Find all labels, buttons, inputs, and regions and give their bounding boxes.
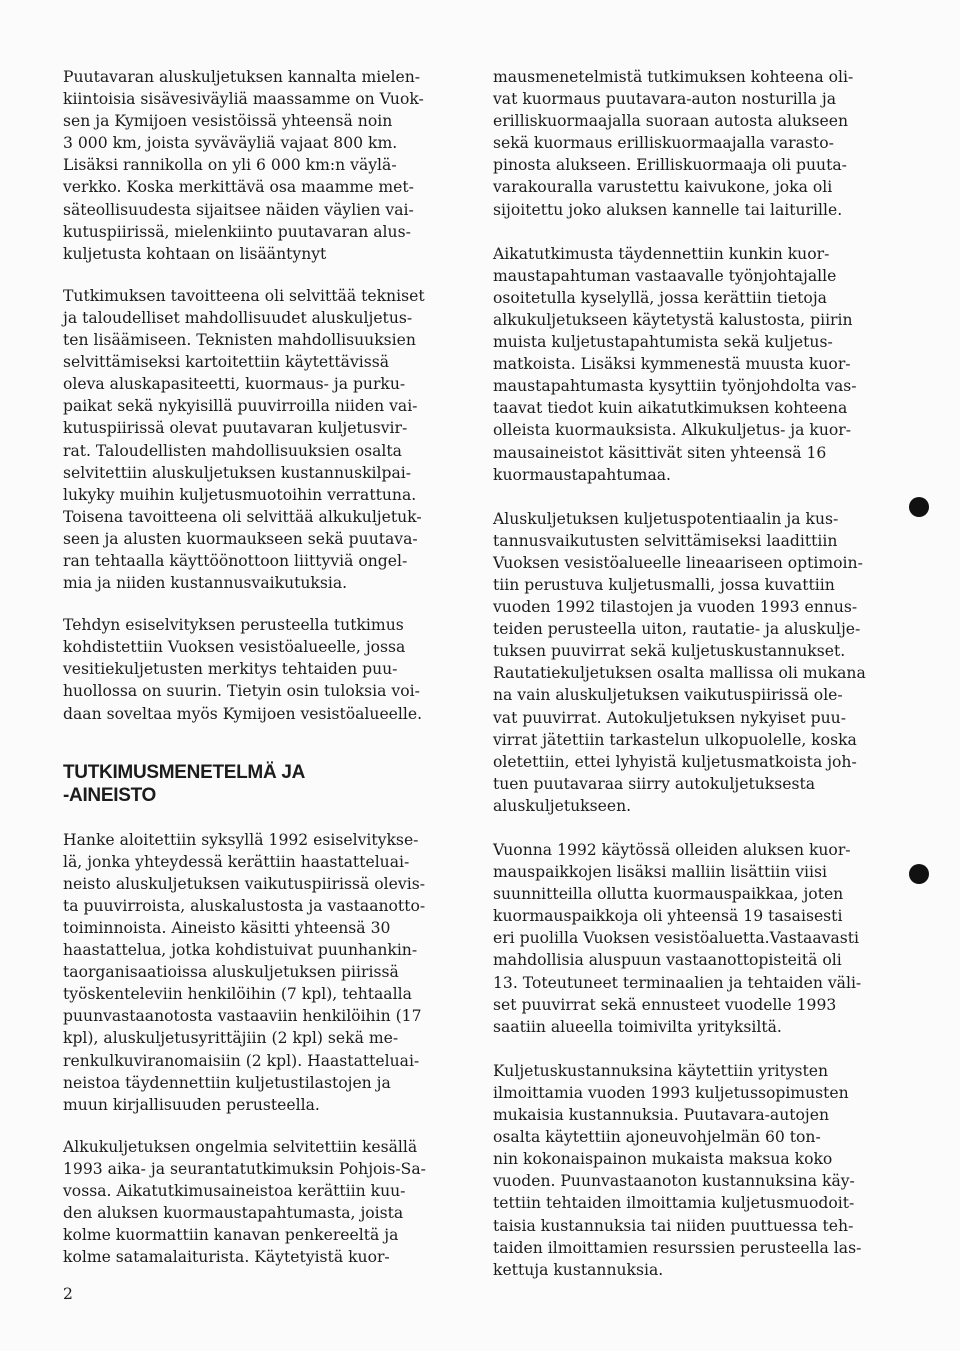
text-line: toiminnoista. Aineisto käsitti yhteensä 30 [63,919,391,937]
text-line: osalta käytettiin ajoneuvohjelmän 60 ton- [493,1128,821,1147]
text-line: mukaisia kustannuksia. Puutavara-autojen [493,1106,830,1125]
text-line: vat puuvirrat. Autokuljetuksen nykyiset puu- [493,708,846,727]
text-line: teiden perusteella uiton, rautatie- ja aluskulje- [493,620,861,639]
text-line: vat kuormaus puutavara-auton nosturilla ja [493,90,837,109]
text-line: vesitiekuljetusten merkitys tehtaiden puu- [63,660,398,679]
text-line: huollossa on suurin. Tietyin osin tuloksia voi- [63,682,420,701]
text-line: vuoden. Puunvastaanoton kustannuksina käy- [493,1172,855,1191]
text-line: renkulkuviranomaisiin (2 kpl). Haastatteluai- [63,1051,420,1070]
text-line: nin kokonaispainon mukaista maksua koko [493,1150,833,1169]
heading-line: -AINEISTO [63,784,157,806]
text-line: taisia kustannuksia tai niiden puuttuessa teh- [493,1216,854,1235]
text-line: virrat jätettiin tarkastelun ulkopuolelle, koska [493,730,857,749]
text-line: taorganisaatioissa aluskuljetuksen piirissä [63,963,399,982]
text-line: Puutavaran aluskuljetuksen kannalta mielen- [63,68,421,86]
text-line: Kuljetuskustannuksina käytettiin yritysten [493,1061,829,1080]
text-line: matkoista. Lisäksi kymmenestä muusta kuor- [493,355,851,374]
text-line: Toisena tavoitteena oli selvittää alkukuljetuk- [63,507,422,526]
text-line: oletettiin, ettei lyhyistä kuljetusmatkoista joh- [493,752,857,771]
text-line: tettiin tehtaiden ilmoittamia kuljetusmuodoit- [493,1194,855,1213]
text-line: puunvastaanotosta vastaaviin henkilöihin (17 [63,1007,422,1026]
text-line: mausmenetelmistä tutkimuksen kohteena oli- [493,68,854,86]
text-line: kuljetusta kohtaan on lisääntynyt [63,244,327,263]
section-heading [63,761,455,807]
text-line: tannusvaikutusten selvittämiseksi laadittiin [493,531,838,550]
text-line: sekä kuormaus erilliskuormaajalla varasto- [493,134,834,153]
text-line: eri puolilla Vuoksen vesistöaluetta.Vastaavasti [493,929,859,948]
text-line: kolme satamalaiturista. Käytetyistä kuor- [63,1248,390,1267]
text-line: selvittämiseksi kartoitettiin käytettävissä [63,353,390,372]
text-line: Rautatiekuljetuksen osalta mallissa oli mukana [493,664,866,683]
text-line: haastattelua, jotka kohdistuivat puunhankin- [63,941,418,960]
left-column [63,66,455,1268]
text-line: pinosta alukseen. Erilliskuormaaja oli puuta- [493,156,847,175]
text-line: kutuspiirissä, mielenkiinto puutavaran alus- [63,222,411,241]
text-line: maustapahtumasta kysyttiin työnjohdolta vas- [493,377,857,396]
body-paragraph [493,1060,891,1281]
text-line: tuen puutavaraa siirry autokuljetuksesta [493,774,816,793]
text-line: paikat sekä nykyisillä puuvirroilla niiden vai- [63,397,418,416]
body-paragraph [63,285,455,594]
text-line: varakouralla varustettu kaivukone, joka oli [493,178,833,197]
text-line: set puuvirrat sekä ennusteet vuodelle 1993 [493,995,837,1014]
text-line: lä, jonka yhteydessä kerättiin haastatteluai- [63,852,410,871]
text-line: taiden ilmoittamien resurssien perusteella las- [493,1238,862,1257]
text-line: kuormauspaikkoja oli yhteensä 19 tasaisesti [493,907,843,926]
text-line: kettuja kustannuksia. [493,1260,664,1279]
text-line: Vuonna 1992 käytössä olleiden aluksen kuor- [493,841,851,859]
text-line: sijoitettu joko aluksen kannelle tai laiturille. [493,200,843,219]
punch-hole-lower [909,864,929,884]
page-number: 2 [63,1285,73,1303]
text-line: seen ja alusten kuormaukseen sekä puutava- [63,529,418,548]
text-line: kpl), aluskuljetusyrittäjiin (2 kpl) sekä me- [63,1029,399,1048]
text-line: osoitetulla kyselyllä, jossa kerättiin tietoja [493,288,827,307]
text-line: neisto aluskuljetuksen vaikutuspiirissä olevis- [63,874,425,893]
text-line: Tutkimuksen tavoitteena oli selvittää tekniset [63,286,425,305]
text-line: maustapahtuman vastaavalle työnjohtajalle [493,266,837,285]
text-line: 1993 aika- ja seurantatutkimuksin Pohjois-Sa- [63,1159,426,1178]
text-line: mahdollisia aluspuun vastaanottopisteitä oli [493,951,842,970]
body-paragraph [493,243,891,486]
body-paragraph [63,1136,455,1269]
text-line: Aluskuljetuksen kuljetuspotentiaalin ja kus- [493,509,839,528]
text-line: alkukuljetukseen käytetystä kalustosta, piirin [493,310,853,329]
text-line: kolme kuormattiin kanavan penkereeltä ja [63,1226,399,1245]
body-paragraph [493,839,891,1038]
text-line: verkko. Koska merkittävä osa maamme met- [63,178,414,197]
text-line: erilliskuormaajalla suoraan autosta alukseen [493,112,848,131]
text-line: Lisäksi rannikolla on yli 6 000 km:n väylä- [63,156,397,175]
text-line: ran tehtaalla käyttöönottoon liittyviä ongel- [63,551,408,570]
text-line: kuormaustapahtumaa. [493,465,671,484]
punch-hole-upper [909,497,929,517]
text-line: selvitettiin aluskuljetuksen kustannuskilpai- [63,463,412,482]
body-paragraph [63,829,455,1116]
text-line: kohdistettiin Vuoksen vesistöalueelle, jossa [63,638,406,657]
text-line: Vuoksen vesistöalueelle lineaariseen optimoin- [493,553,863,572]
text-line: mausaineistot käsittivät siten yhteensä 16 [493,443,827,462]
text-line: ta puuvirroista, aluskalustosta ja vastaanotto- [63,896,426,915]
text-line: mauspaikkojen lisäksi malliin lisättiin viisi [493,863,828,882]
text-line: vossa. Aikatutkimusaineistoa kerättiin kuu- [63,1182,406,1201]
text-line: na vain aluskuljetuksen vaikutuspiirissä ole- [493,686,843,705]
text-line: ten lisäämiseen. Teknisten mahdollisuuksien [63,331,416,350]
text-line: olleista kuormauksista. Alkukuljetus- ja kuor- [493,421,851,440]
text-line: taavat tiedot kuin aikatutkimuksen kohteena [493,399,848,418]
text-line: säteollisuudesta sijaitsee näiden väylien vai- [63,200,414,219]
text-line: aluskuljetukseen. [493,796,632,815]
text-line: sen ja Kymijoen vesistöissä yhteensä noin [63,112,393,131]
text-line: Aikatutkimusta täydennettiin kunkin kuor- [493,244,830,263]
body-paragraph [493,66,891,221]
text-line: Alkukuljetuksen ongelmia selvitettiin kesällä [63,1137,418,1156]
text-line: suunnitteilla ollutta kuormauspaikkaa, joten [493,885,844,904]
text-line: lukyky muihin kuljetusmuotoihin verrattuna. [63,485,417,504]
heading-line: TUTKIMUSMENETELMÄ JA [63,761,306,783]
text-line: muun kirjallisuuden perusteella. [63,1095,320,1114]
text-line: saatiin alueella toimivilta yrityksiltä. [493,1017,782,1036]
body-paragraph [63,614,455,724]
text-line: tiin perustuva kuljetusmalli, jossa kuvattiin [493,575,835,594]
text-line: kutuspiirissä olevat puutavaran kuljetusvir- [63,419,408,438]
text-line: kiintoisia sisävesiväyliä maassamme on Vuok- [63,90,424,109]
body-paragraph [493,508,891,817]
text-line: daan soveltaa myös Kymijoen vesistöalueelle. [63,704,423,723]
text-line: den aluksen kuormaustapahtumasta, joista [63,1204,404,1223]
text-line: ilmoittamia vuoden 1993 kuljetussopimusten [493,1083,849,1102]
text-line: tuksen puuvirrat sekä kuljetuskustannukset. [493,642,846,661]
text-line: oleva aluskapasiteetti, kuormaus- ja purku- [63,375,406,394]
body-paragraph [63,66,455,265]
text-line: vuoden 1992 tilastojen ja vuoden 1993 ennus- [493,598,858,617]
text-line: mia ja niiden kustannusvaikutuksia. [63,574,348,593]
text-line: ja taloudelliset mahdollisuudet aluskuljetus- [63,308,413,327]
text-line: muista kuljetustapahtumista sekä kuljetus- [493,333,833,352]
right-column [493,66,891,1281]
text-line: neistoa täydennettiin kuljetustilastojen ja [63,1073,391,1092]
text-line: Tehdyn esiselvityksen perusteella tutkimus [63,616,404,635]
text-line: 13. Toteutuneet terminaalien ja tehtaiden väli- [493,973,862,992]
text-line: rat. Taloudellisten mahdollisuuksien osalta [63,441,402,460]
text-line: Hanke aloitettiin syksyllä 1992 esiselvitykse- [63,830,419,849]
text-line: 3 000 km, joista syväväyliä vajaat 800 km. [63,134,398,153]
text-line: työskenteleviin henkilöihin (7 kpl), tehtaalla [63,985,412,1004]
